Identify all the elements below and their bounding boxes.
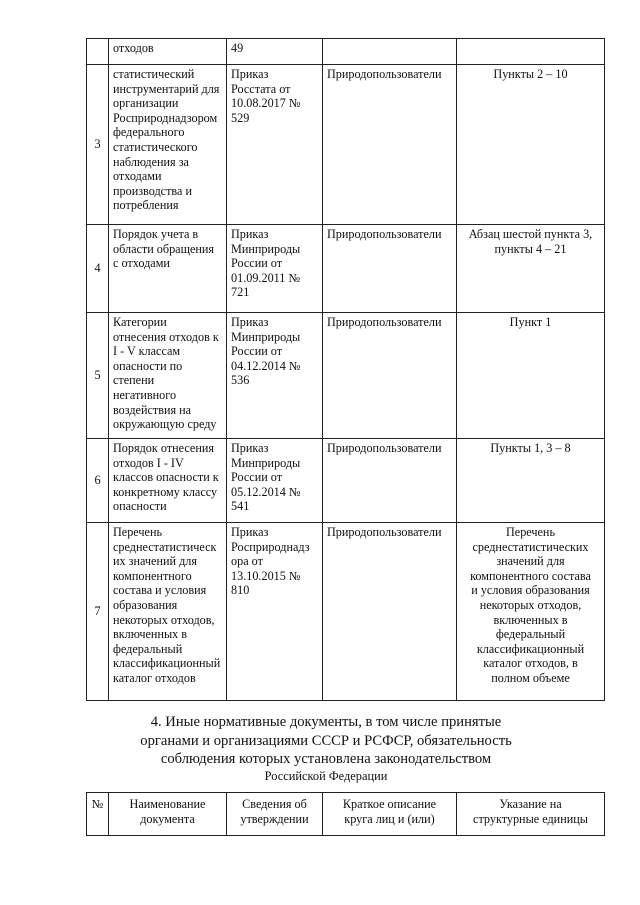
- row-number: [87, 39, 109, 65]
- structural-units: [457, 39, 605, 65]
- structural-units: Перечень среднестатистических значений для компонентного состава и условия образования некоторых отходов, включенных в федеральный классификационный каталог отходов, в полном объеме: [457, 523, 605, 701]
- section-subtitle: Российской Федерации: [264, 768, 388, 783]
- table-row: [87, 225, 605, 313]
- persons-description: Природопользователи: [323, 439, 457, 523]
- row-number: 4: [87, 225, 109, 313]
- persons-description: Природопользователи: [323, 65, 457, 225]
- approval-info: Приказ Минприроды России от 01.09.2011 № 721: [227, 225, 323, 313]
- requirements-table: [86, 38, 605, 701]
- section-heading: [96, 713, 556, 784]
- persons-description: Природопользователи: [323, 313, 457, 439]
- table-header-row: [87, 793, 605, 836]
- header-persons-description: Краткое описание круга лиц и (или): [323, 793, 457, 836]
- row-number: 5: [87, 313, 109, 439]
- document-name: Порядок учета в области обращения с отходами: [109, 225, 227, 313]
- document-name: Перечень среднестатистическ их значений для компонентного состава и условия образования некоторых отходов, включенных в федеральный классификационный каталог отходов: [109, 523, 227, 701]
- structural-units: Пункты 2 – 10: [457, 65, 605, 225]
- structural-units: Абзац шестой пункта 3, пункты 4 – 21: [457, 225, 605, 313]
- row-number: 3: [87, 65, 109, 225]
- approval-info: Приказ Минприроды России от 05.12.2014 № 541: [227, 439, 323, 523]
- table-row: [87, 313, 605, 439]
- approval-info: 49: [227, 39, 323, 65]
- header-structural-units: Указание на структурные единицы: [457, 793, 605, 836]
- table-row: [87, 65, 605, 225]
- persons-description: Природопользователи: [323, 225, 457, 313]
- table-row: [87, 439, 605, 523]
- section-title: 4. Иные нормативные документы, в том числе принятые органами и организациями СССР и РСФСР, обязательность соблюдения которых установлена законодательством: [140, 714, 512, 767]
- table-row: [87, 39, 605, 65]
- structural-units: Пункт 1: [457, 313, 605, 439]
- structural-units: Пункты 1, 3 – 8: [457, 439, 605, 523]
- document-name: статистический инструментарий для организации Росприроднадзором федерального статистического наблюдения за отходами производства и потребления: [109, 65, 227, 225]
- approval-info: Приказ Минприроды России от 04.12.2014 № 536: [227, 313, 323, 439]
- document-name: Порядок отнесения отходов I - IV классов опасности к конкретному классу опасности: [109, 439, 227, 523]
- table-row: [87, 523, 605, 701]
- approval-info: Приказ Росприроднадз ора от 13.10.2015 № 810: [227, 523, 323, 701]
- approval-info: Приказ Росстата от 10.08.2017 № 529: [227, 65, 323, 225]
- header-approval-info: Сведения об утверждении: [227, 793, 323, 836]
- header-number: №: [87, 793, 109, 836]
- row-number: 7: [87, 523, 109, 701]
- persons-description: [323, 39, 457, 65]
- header-document-name: Наименование документа: [109, 793, 227, 836]
- other-documents-table: [86, 792, 605, 836]
- document-name: отходов: [109, 39, 227, 65]
- document-name: Категории отнесения отходов к I - V классам опасности по степени негативного воздействия на окружающую среду: [109, 313, 227, 439]
- row-number: 6: [87, 439, 109, 523]
- persons-description: Природопользователи: [323, 523, 457, 701]
